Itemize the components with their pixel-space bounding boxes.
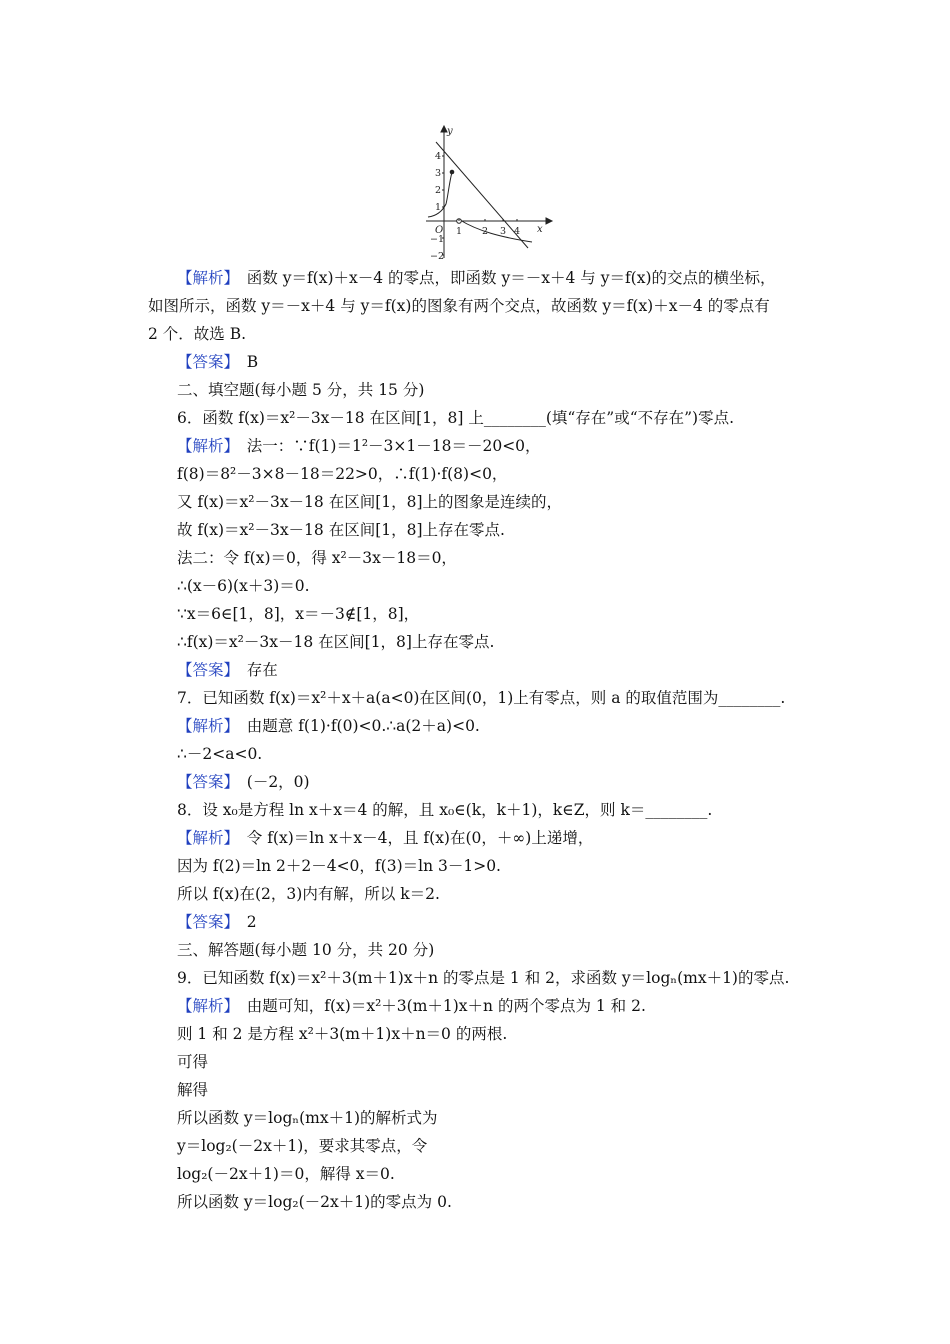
text-line-l15 <box>177 656 278 684</box>
y-tick-neg2: −2 <box>430 251 445 262</box>
section-tag: 【答案】 <box>177 353 232 371</box>
x-tick-4: 4 <box>514 226 521 237</box>
origin-label: O <box>435 225 444 236</box>
x-tick-3: 3 <box>500 226 507 237</box>
line-text: 解得 <box>177 1081 209 1099</box>
section-tag: 【解析】 <box>177 269 232 287</box>
text-line-l06 <box>177 404 734 432</box>
line-text: 由题意 f(1)·f(0)<0.∴a(2＋a)<0. <box>231 717 480 735</box>
line-text: 8．设 x₀是方程 ln x＋x＝4 的解，且 x₀∈(k，k＋1)，k∈Z，则 k＝________. <box>177 801 713 819</box>
line-text: log₂(－2x＋1)＝0，解得 x＝0. <box>177 1165 395 1183</box>
x-tick-2: 2 <box>482 226 489 237</box>
text-line-l04 <box>177 348 258 376</box>
line-text: ∵x＝6∈[1，8]，x＝－3∉[1，8]， <box>177 605 420 623</box>
section-tag: 【解析】 <box>177 997 232 1015</box>
line-text: 如图所示，函数 y＝－x＋4 与 y＝f(x)的图象有两个交点，故函数 y＝f(x)＋x－4 的零点有 <box>148 297 770 315</box>
text-line-l31 <box>177 1104 438 1132</box>
line-text: 所以 f(x)在(2，3)内有解，所以 k＝2. <box>177 885 440 903</box>
line-text: 2 个．故选 B. <box>148 325 247 343</box>
y-tick-2: 2 <box>435 185 442 196</box>
text-line-l18 <box>177 740 262 768</box>
y-tick-4: 4 <box>435 151 442 162</box>
text-line-l11 <box>177 544 457 572</box>
line-text: 法一：∵f(1)＝1²－3×1－18＝－20<0， <box>231 437 541 455</box>
line-text: f(8)＝8²－3×8－18＝22>0，∴f(1)·f(8)<0， <box>177 465 508 483</box>
line-text: 2 <box>231 913 257 931</box>
section-tag: 【解析】 <box>177 717 232 735</box>
line-text: 因为 f(2)＝ln 2＋2－4<0，f(3)＝ln 3－1>0. <box>177 857 501 875</box>
line-text: y＝log₂(－2x＋1)，要求其零点，令 <box>177 1137 428 1155</box>
line-text: ∴－2<a<0. <box>177 745 263 763</box>
line-text: 函数 y＝f(x)＋x－4 的零点，即函数 y＝－x＋4 与 y＝f(x)的交点的横坐标， <box>231 269 776 287</box>
text-line-l22 <box>177 852 501 880</box>
line-text: (－2，0) <box>231 773 310 791</box>
section-tag: 【答案】 <box>177 773 232 791</box>
text-line-l27 <box>177 992 646 1020</box>
section-tag: 【解析】 <box>177 829 232 847</box>
text-line-l08 <box>177 460 507 488</box>
line-text: 二、填空题(每小题 5 分，共 15 分) <box>177 381 425 399</box>
line-text: 可得 <box>177 1053 209 1071</box>
y-axis-label: y <box>447 126 453 137</box>
text-line-l20 <box>177 796 712 824</box>
line-text: 由题可知，f(x)＝x²＋3(m＋1)x＋n 的两个零点为 1 和 2. <box>231 997 646 1015</box>
text-line-l30 <box>177 1076 208 1104</box>
text-line-l28 <box>177 1020 507 1048</box>
line-text: ∴f(x)＝x²－3x－18 在区间[1，8]上存在零点. <box>177 633 495 651</box>
text-line-l10 <box>177 516 505 544</box>
line-text: 三、解答题(每小题 10 分，共 20 分) <box>177 941 435 959</box>
line-text: 存在 <box>231 661 278 679</box>
line-text: 法二：令 f(x)＝0，得 x²－3x－18＝0， <box>177 549 457 567</box>
line-text: 所以函数 y＝log₂(－2x＋1)的零点为 0. <box>177 1193 452 1211</box>
line-text: 所以函数 y＝logₙ(mx＋1)的解析式为 <box>177 1109 438 1127</box>
text-line-l34 <box>177 1188 452 1216</box>
text-line-l14 <box>177 628 494 656</box>
text-line-l17 <box>177 712 480 740</box>
section-tag: 【答案】 <box>177 661 232 679</box>
text-line-l07 <box>177 432 541 460</box>
text-line-l25 <box>177 936 434 964</box>
text-line-l16 <box>177 684 785 712</box>
y-tick-1: 1 <box>435 202 442 213</box>
text-line-l19 <box>177 768 310 796</box>
text-line-l26 <box>177 964 789 992</box>
text-line-l33 <box>177 1160 395 1188</box>
text-line-l02 <box>148 292 770 320</box>
x-axis-arrow <box>546 218 552 224</box>
text-line-l12 <box>177 572 310 600</box>
line-text: 令 f(x)＝ln x＋x－4，且 f(x)在(0，＋∞)上递增， <box>231 829 594 847</box>
text-line-l09 <box>177 488 562 516</box>
line-text: 故 f(x)＝x²－3x－18 在区间[1，8]上存在零点. <box>177 521 505 539</box>
text-line-l13 <box>177 600 419 628</box>
x-tick-1: 1 <box>456 226 463 237</box>
filled-point <box>450 170 455 175</box>
section-tag: 【答案】 <box>177 913 232 931</box>
y-tick-3: 3 <box>435 168 442 179</box>
function-graph-figure <box>420 124 560 264</box>
line-text: 6．函数 f(x)＝x²－3x－18 在区间[1，8] 上________(填“存在”或“不存在”)零点. <box>177 409 735 427</box>
text-line-l24 <box>177 908 257 936</box>
line-text: 又 f(x)＝x²－3x－18 在区间[1，8]上的图象是连续的， <box>177 493 563 511</box>
text-line-l03 <box>148 320 246 348</box>
text-line-l23 <box>177 880 440 908</box>
line-text: B <box>231 353 259 371</box>
line-text: 7．已知函数 f(x)＝x²＋x＋a(a<0)在区间(0，1)上有零点，则 a 的取值范围为________. <box>177 689 786 707</box>
line-text: 则 1 和 2 是方程 x²＋3(m＋1)x＋n＝0 的两根. <box>177 1025 508 1043</box>
text-line-l29 <box>177 1048 208 1076</box>
line-text: ∴(x－6)(x＋3)＝0. <box>177 577 310 595</box>
x-axis-label: x <box>537 224 543 235</box>
section-tag: 【解析】 <box>177 437 232 455</box>
y-tick-neg1: −1 <box>430 234 445 245</box>
text-line-l21 <box>177 824 593 852</box>
text-line-l05 <box>177 376 424 404</box>
curve-f-right <box>460 220 532 242</box>
line-text: 9．已知函数 f(x)＝x²＋3(m＋1)x＋n 的零点是 1 和 2，求函数 y＝logₙ(mx＋1)的零点. <box>177 969 790 987</box>
text-line-l32 <box>177 1132 427 1160</box>
text-line-l01 <box>177 264 776 292</box>
